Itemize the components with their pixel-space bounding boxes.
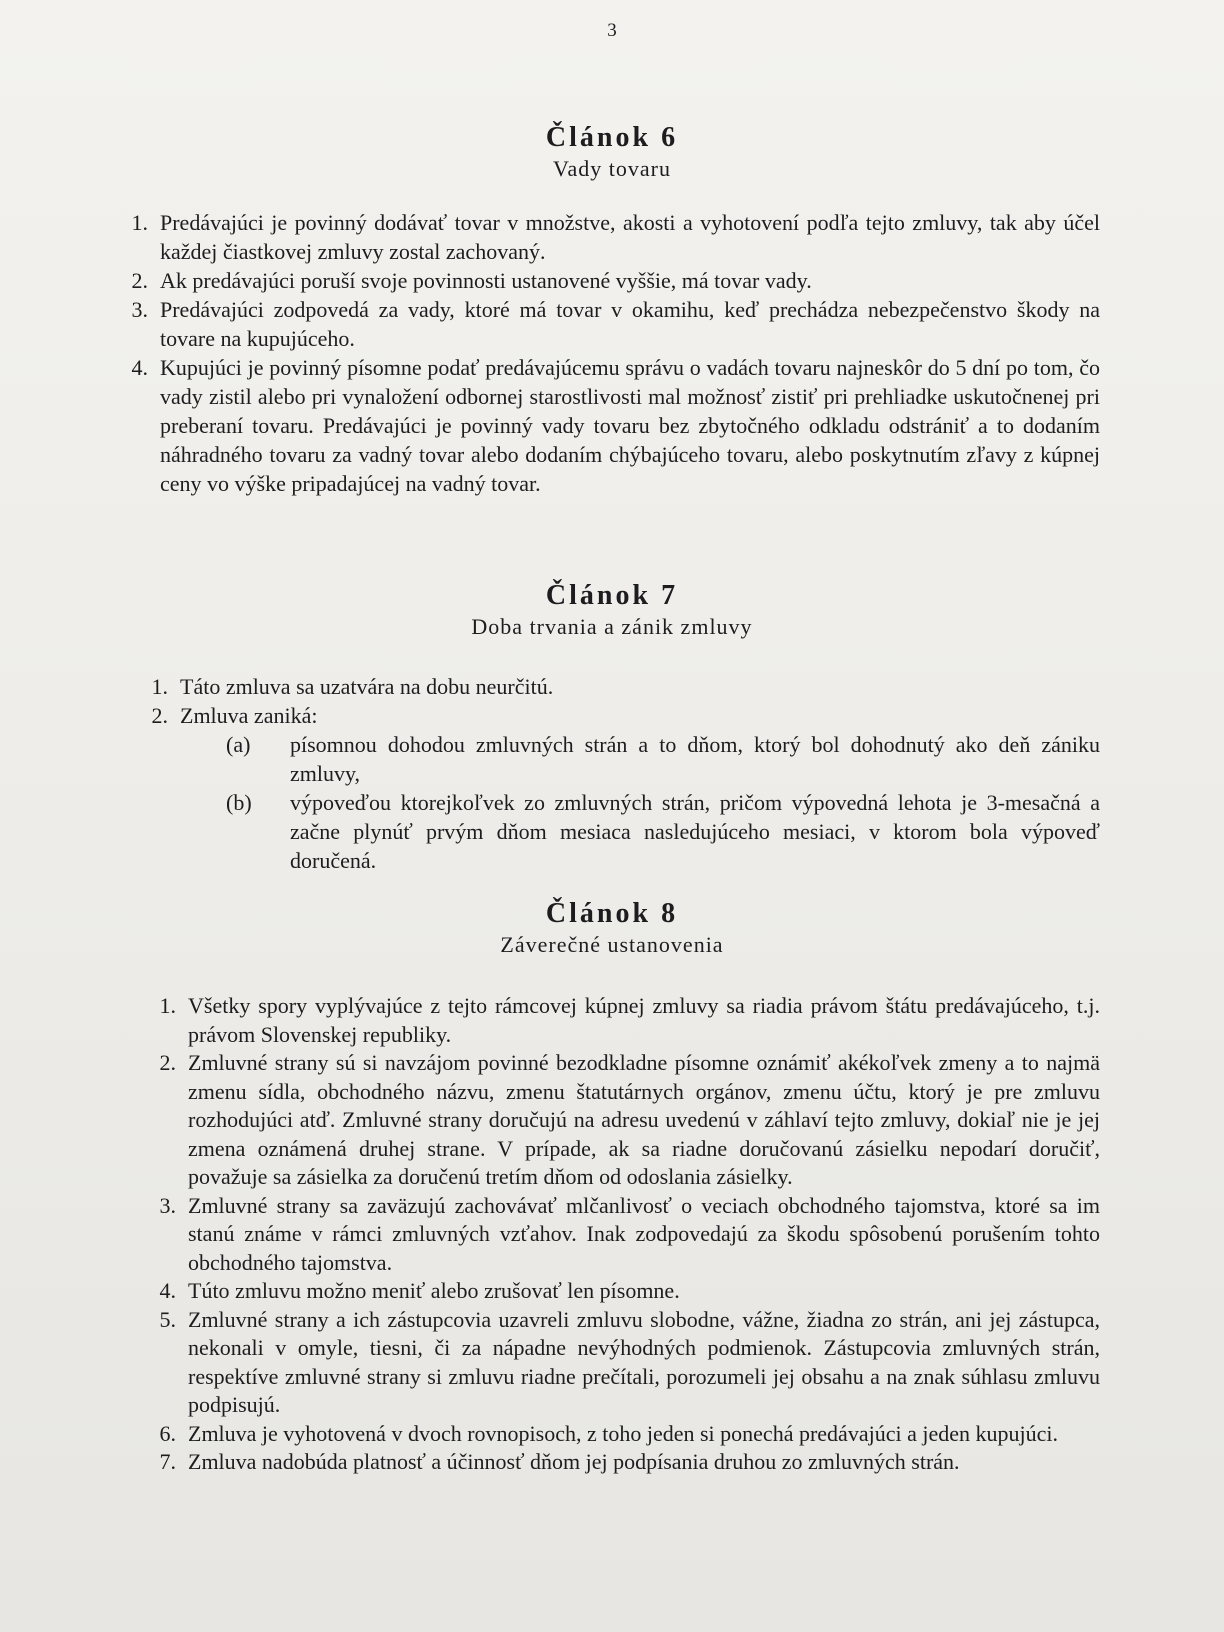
list-item bbox=[159, 1049, 1100, 1192]
list-item bbox=[151, 672, 1100, 701]
list-item bbox=[131, 266, 1100, 295]
list-item bbox=[131, 295, 1100, 353]
sub-item-number: (a) bbox=[226, 732, 251, 757]
item-text: Táto zmluva sa uzatvára na dobu neurčitú. bbox=[180, 674, 554, 699]
list-item bbox=[159, 1448, 1100, 1477]
item-number: 3. bbox=[159, 1192, 176, 1218]
sub-list-item bbox=[226, 788, 1100, 875]
item-text: Všetky spory vyplývajúce z tejto rámcovej kúpnej zmluvy sa riadia právom štátu predávajúceho, t.j. právom Slovenskej republiky. bbox=[188, 993, 1100, 1047]
item-number: 3. bbox=[131, 297, 148, 322]
sub-item-number: (b) bbox=[226, 790, 252, 815]
item-text: Zmluva je vyhotovená v dvoch rovnopisoch, z toho jeden si ponechá predávajúci a jeden kupujúci. bbox=[188, 1420, 1058, 1446]
item-number: 2. bbox=[131, 268, 148, 293]
item-text: Zmluva zaniká: bbox=[180, 703, 318, 728]
item-number: 1. bbox=[151, 674, 168, 699]
article-8-list bbox=[159, 992, 1100, 1477]
sub-item-text: výpoveďou ktorejkoľvek zo zmluvných strán, pričom výpovedná lehota je 3-mesačná a začne plynúť prvým dňom mesiaca nasledujúceho mesiaci, v ktorom bola výpoveď doručená. bbox=[290, 790, 1100, 873]
item-text: Predávajúci zodpovedá za vady, ktoré má tovar v okamihu, keď prechádza nebezpečenstvo škody na tovare na kupujúceho. bbox=[160, 297, 1100, 351]
article-subtitle: Záverečné ustanovenia bbox=[500, 932, 724, 957]
list-item bbox=[159, 1306, 1100, 1420]
item-number: 6. bbox=[159, 1420, 176, 1446]
item-text: Zmluva nadobúda platnosť a účinnosť dňom jej podpísania druhou zo zmluvných strán. bbox=[188, 1449, 960, 1474]
list-item bbox=[159, 992, 1100, 1049]
article-title: Článok 8 bbox=[545, 898, 679, 929]
item-number: 7. bbox=[159, 1449, 176, 1474]
article-title: Článok 6 bbox=[545, 122, 679, 153]
item-text: Kupujúci je povinný písomne podať predávajúcemu správu o vadách tovaru najneskôr do 5 dní po tom, čo vady zistil alebo pri vynaložení odbornej starostlivosti mal možnosť zistiť pri prehliadke uskutočnenej pri preberaní tovaru. Predávajúci je povinný vady tovaru bez zbytočného odkladu odstrániť a to dodaním náhradného tovaru za vadný tovar alebo dodaním chýbajúceho tovaru, alebo poskytnutím zľavy z kúpnej ceny vo výške pripadajúcej na vadný tovar. bbox=[160, 355, 1100, 496]
sub-list bbox=[180, 730, 1100, 875]
article-7-list bbox=[151, 672, 1100, 875]
item-text: Túto zmluvu možno meniť alebo zrušovať len písomne. bbox=[188, 1278, 680, 1303]
item-number: 5. bbox=[159, 1306, 176, 1332]
article-subtitle: Doba trvania a zánik zmluvy bbox=[471, 614, 753, 639]
item-text: Zmluvné strany sa zaväzujú zachovávať mlčanlivosť o veciach obchodného tajomstva, ktoré sa im stanú známe v rámci zmluvných vzťahov. Inak zodpovedajú za škodu spôsobenú porušením tohto obchodného tajomstva. bbox=[188, 1192, 1100, 1275]
list-item bbox=[159, 1277, 1100, 1306]
article-8-heading bbox=[0, 898, 1224, 960]
sub-item-text: písomnou dohodou zmluvných strán a to dňom, ktorý bol dohodnutý ako deň zániku zmluvy, bbox=[290, 732, 1100, 786]
article-6-heading bbox=[0, 122, 1224, 184]
article-subtitle: Vady tovaru bbox=[553, 156, 671, 181]
item-number: 1. bbox=[159, 993, 176, 1018]
item-number: 1. bbox=[131, 210, 148, 235]
item-text: Ak predávajúci poruší svoje povinnosti ustanovené vyššie, má tovar vady. bbox=[160, 268, 812, 293]
item-number: 4. bbox=[159, 1278, 176, 1303]
list-item bbox=[131, 208, 1100, 266]
sub-list-item bbox=[226, 730, 1100, 788]
list-item bbox=[151, 701, 1100, 875]
item-text: Zmluvné strany a ich zástupcovia uzavreli zmluvu slobodne, vážne, žiadna zo strán, ani jej zástupca, nekonali v omyle, tiesni, či za nápadne nevýhodných podmienok. Zástupcovia zmluvných strán, respektíve zmluvné strany si zmluvu riadne prečítali, porozumeli jej obsahu a na znak súhlasu zmluvu podpisujú. bbox=[188, 1306, 1100, 1417]
item-number: 4. bbox=[131, 355, 148, 380]
item-text: Zmluvné strany sú si navzájom povinné bezodkladne písomne oznámiť akékoľvek zmeny a to najmä zmenu sídla, obchodného názvu, zmenu štatutárnych orgánov, zmenu účtu, ktorý je pre zmluvu rozhodujúci atď. Zmluvné strany doručujú na adresu uvedenú v záhlaví tejto zmluvy, dokiaľ nie je jej zmena oznámená druhej strane. V prípade, ak sa riadne doručovanú zásielku nepodarí doručiť, považuje sa zásielka za doručenú tretím dňom od odoslania zásielky. bbox=[188, 1050, 1100, 1189]
article-title: Článok 7 bbox=[545, 580, 679, 611]
list-item bbox=[131, 353, 1100, 498]
article-7-heading bbox=[0, 580, 1224, 642]
item-number: 2. bbox=[151, 703, 168, 728]
list-item bbox=[159, 1420, 1100, 1449]
item-text: Predávajúci je povinný dodávať tovar v množstve, akosti a vyhotovení podľa tejto zmluvy, tak aby účel každej čiastkovej zmluvy zostal zachovaný. bbox=[160, 210, 1100, 264]
article-6-list bbox=[131, 208, 1100, 498]
list-item bbox=[159, 1192, 1100, 1278]
page-number: 3 bbox=[607, 20, 617, 41]
item-number: 2. bbox=[159, 1050, 176, 1075]
